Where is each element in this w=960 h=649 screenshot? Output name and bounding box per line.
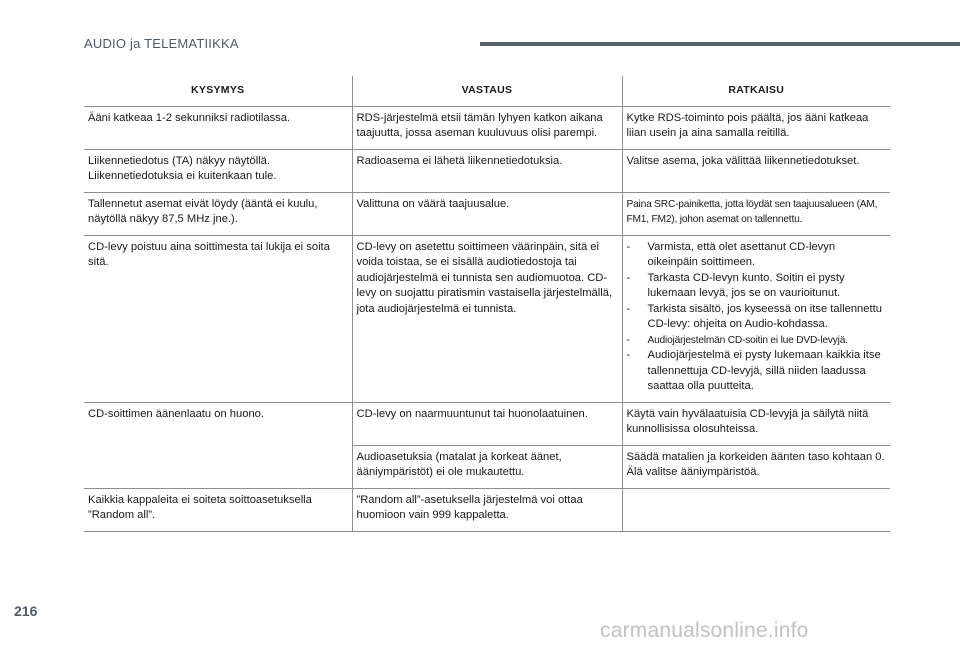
watermark: carmanualsonline.info <box>600 619 809 642</box>
column-header-question: KYSYMYS <box>84 76 352 106</box>
solution-cell: Käytä vain hyvälaatuisia CD-levyjä ja säilytä niitä kunnollisissa olosuhteissa. <box>622 402 890 445</box>
header-rule <box>480 42 960 46</box>
table-row <box>84 235 890 402</box>
list-item: - Varmista, että olet asettanut CD-levyn oikeinpäin soittimeen. <box>627 240 887 271</box>
question-cell <box>84 149 352 192</box>
column-header-solution: RATKAISU <box>622 76 890 106</box>
answer-cell: CD-levy on naarmuuntunut tai huonolaatuinen. <box>352 402 622 445</box>
answer-cell: ”Random all”-asetuksella järjestelmä voi ottaa huomioon vain 999 kappaletta. <box>352 488 622 531</box>
answer-cell: Audioasetuksia (matalat ja korkeat äänet, ääniympäristöt) ei ole mukautettu. <box>352 445 622 488</box>
solution-cell: Valitse asema, joka välittää liikennetiedotukset. <box>622 149 890 192</box>
solution-cell: Paina SRC-painiketta, jotta löydät sen taajuusalueen (AM, FM1, FM2), johon asemat on tallennettu. <box>622 192 890 235</box>
list-item: - Audiojärjestelmän CD-soitin ei lue DVD-levyjä. <box>627 333 887 349</box>
question-cell <box>84 445 352 488</box>
table-row <box>84 106 890 149</box>
column-header-answer: VASTAUS <box>352 76 622 106</box>
question-cell: CD-soittimen äänenlaatu on huono. <box>88 407 265 420</box>
table-row <box>84 445 890 488</box>
answer-cell: CD-levy on asetettu soittimeen väärinpäin, sitä ei voida toistaa, se ei sisällä audiotiedostoja tai audiojärjestelmä ei tunnista sen audiomuotoa. CD-levy on suojattu piratismin vastaisella järjestelmällä, jota audiojärjestelmä ei tunnista. <box>352 235 622 402</box>
list-item: - Tarkista sisältö, jos kyseessä on itse tallennettu CD-levy: ohjeita on Audio-kohdassa. <box>627 302 887 333</box>
answer-cell: Radioasema ei lähetä liikennetiedotuksia. <box>352 149 622 192</box>
answer-cell: RDS-järjestelmä etsii tämän lyhyen katkon aikana taajuutta, jossa aseman kuuluvuus olisi parempi. <box>352 106 622 149</box>
solution-list <box>627 240 887 395</box>
list-item: - Audiojärjestelmä ei pysty lukemaan kaikkia itse tallennettuja CD-levyjä, sillä niiden laadussa saattaa olla puutteita. <box>627 348 887 395</box>
question-cell: CD-levy poistuu aina soittimesta tai lukija ei soita sitä. <box>84 235 352 402</box>
question-cell: Kaikkia kappaleita ei soiteta soittoasetuksella ”Random all”. <box>84 488 352 531</box>
question-line: Liikennetiedotuksia ei kuitenkaan tule. <box>88 170 277 182</box>
table-row <box>84 149 890 192</box>
table-row <box>84 402 890 445</box>
troubleshooting-table <box>84 76 890 532</box>
table-row <box>84 488 890 531</box>
solution-cell <box>622 488 890 531</box>
table-header-row <box>84 76 890 106</box>
section-title: AUDIO ja TELEMATIIKKA <box>84 36 239 51</box>
table-row <box>84 192 890 235</box>
question-cell: Ääni katkeaa 1-2 sekunniksi radiotilassa. <box>84 106 352 149</box>
page-number: 216 <box>14 603 38 619</box>
question-line: Liikennetiedotus (TA) näkyy näytöllä. <box>88 154 270 167</box>
solution-cell <box>622 235 890 402</box>
question-cell: Tallennetut asemat eivät löydy (ääntä ei kuulu, näytöllä näkyy 87,5 MHz jne.). <box>84 192 352 235</box>
solution-cell: Säädä matalien ja korkeiden äänten taso kohtaan 0. Älä valitse ääniympäristöä. <box>622 445 890 488</box>
list-item: - Tarkasta CD-levyn kunto. Soitin ei pysty lukemaan levyä, jos se on vaurioitunut. <box>627 271 887 302</box>
solution-cell: Kytke RDS-toiminto pois päältä, jos ääni katkeaa liian usein ja aina samalla reitillä. <box>622 106 890 149</box>
answer-cell: Valittuna on väärä taajuusalue. <box>352 192 622 235</box>
